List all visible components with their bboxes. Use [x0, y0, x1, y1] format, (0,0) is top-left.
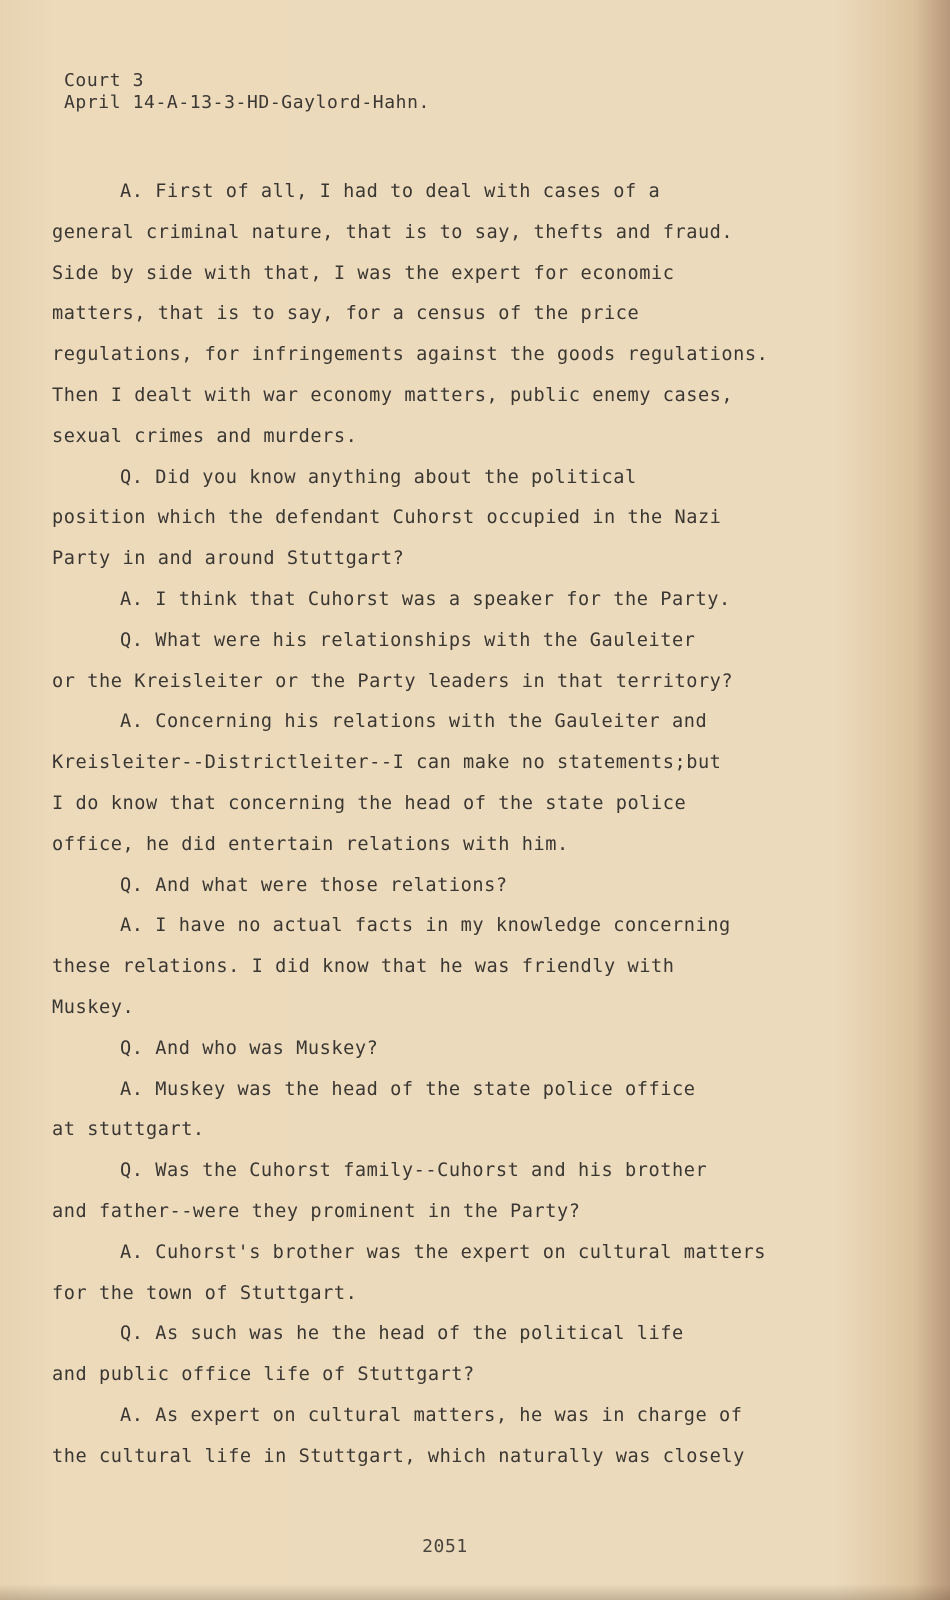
transcript-line: Q. Did you know anything about the political — [120, 466, 637, 488]
transcript-line: Q. Was the Cuhorst family--Cuhorst and his brother — [120, 1160, 708, 1182]
transcript-line: A. I think that Cuhorst was a speaker for the Party. — [120, 588, 731, 610]
transcript-line: A. Cuhorst's brother was the expert on cultural matters — [120, 1241, 766, 1263]
transcript-line: matters, that is to say, for a census of the price — [52, 303, 640, 325]
transcript-line: regulations, for infringements against the goods regulations. — [52, 344, 769, 366]
transcript-line: Then I dealt with war economy matters, public enemy cases, — [52, 384, 734, 406]
transcript-line: A. First of all, I had to deal with cases of a — [120, 181, 661, 202]
court-label: Court 3 — [64, 70, 145, 91]
page-number: 2051 — [422, 1536, 468, 1557]
transcript-line: A. Concerning his relations with the Gauleiter and — [120, 711, 708, 733]
transcript-line: Side by side with that, I was the expert for economic — [52, 262, 675, 284]
transcript-reference: April 14-A-13-3-HD-Gaylord-Hahn. — [64, 92, 430, 113]
transcript-line: Q. And what were those relations? — [120, 874, 508, 896]
transcript-line: position which the defendant Cuhorst occupied in the Nazi — [52, 507, 722, 529]
transcript-line: Kreisleiter--Districtleiter--I can make no statements;but — [52, 752, 722, 774]
transcript-line: general criminal nature, that is to say, thefts and fraud. — [52, 221, 734, 243]
transcript-line: A. As expert on cultural matters, he was in charge of — [120, 1404, 743, 1426]
transcript-line: A. I have no actual facts in my knowledge concerning — [120, 915, 731, 937]
transcript-line: for the town of Stuttgart. — [52, 1282, 358, 1304]
transcript-line: Q. And who was Muskey? — [120, 1037, 379, 1059]
transcript-line: or the Kreisleiter or the Party leaders in that territory? — [52, 670, 734, 692]
transcript-line: Q. What were his relationships with the Gauleiter — [120, 629, 696, 651]
transcript-body — [52, 172, 872, 1478]
transcript-line: and father--were they prominent in the Party? — [52, 1200, 581, 1222]
transcript-line: Q. As such was he the head of the political life — [120, 1323, 684, 1345]
transcript-line: A. Muskey was the head of the state police office — [120, 1078, 696, 1100]
transcript-line: and public office life of Stuttgart? — [52, 1364, 475, 1386]
transcript-line: office, he did entertain relations with him. — [52, 833, 569, 855]
document-header — [64, 70, 430, 114]
page-edge-shadow — [0, 1584, 950, 1600]
transcript-line: Party in and around Stuttgart? — [52, 548, 405, 570]
transcript-line: Muskey. — [52, 996, 135, 1018]
transcript-line: at stuttgart. — [52, 1119, 205, 1141]
transcript-line: I do know that concerning the head of the state police — [52, 792, 687, 814]
transcript-line: these relations. I did know that he was friendly with — [52, 956, 675, 978]
transcript-line: sexual crimes and murders. — [52, 425, 358, 447]
transcript-line: the cultural life in Stuttgart, which naturally was closely — [52, 1445, 745, 1467]
